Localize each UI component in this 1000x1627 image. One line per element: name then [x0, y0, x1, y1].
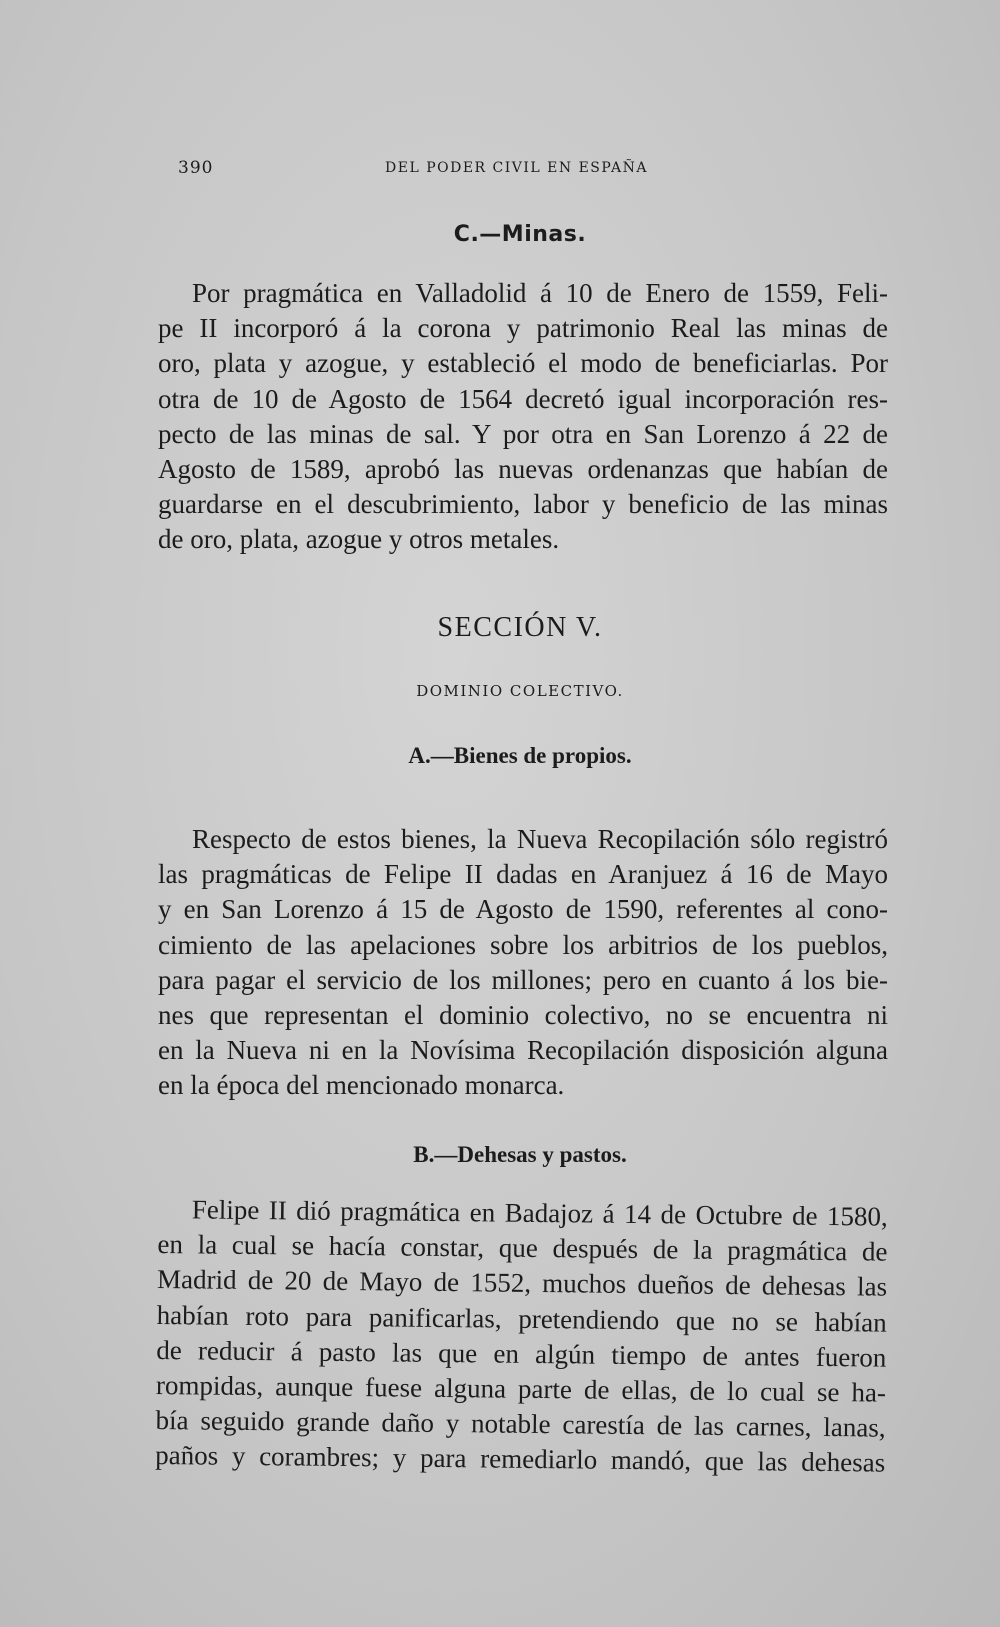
section-heading: SECCIÓN V.: [437, 612, 603, 643]
paragraph-bienes-propios: [158, 822, 888, 1104]
text-line: Agosto de 1589, aprobó las nuevas ordenanzas que habían de: [158, 453, 888, 484]
text-line: nes que representan el dominio colectivo, no se encuentra ni: [158, 999, 888, 1030]
running-head: DEL PODER CIVIL EN ESPAÑA: [385, 160, 648, 176]
paragraph-dehesas-pastos: [155, 1192, 888, 1481]
paragraph-minas: [158, 276, 888, 558]
text-line: en la cual se hacía constar, que después de la pragmática de: [157, 1229, 888, 1267]
text-line: rompidas, aunque fuese alguna parte de ellas, de lo cual se ha-: [155, 1369, 887, 1408]
text-line: oro, plata y azogue, y estableció el modo de beneficiarlas. Por: [158, 348, 888, 379]
page-number: 390: [178, 158, 214, 178]
text-line: habían roto para panificarlas, pretendiendo que no se habían: [156, 1299, 887, 1338]
text-line: Felipe II dió pragmática en Badajoz á 14 de Octubre de 1580,: [191, 1194, 888, 1232]
heading-minas: C.—Minas.: [453, 222, 587, 247]
text-line: en la Nueva ni en la Novísima Recopilación disposición alguna: [158, 1035, 888, 1066]
text-line: las pragmáticas de Felipe II dadas en Aranjuez á 16 de Mayo: [158, 859, 888, 890]
heading-bienes-propios: A.—Bienes de propios.: [408, 743, 632, 768]
text-line: paños y corambres; y para remediarlo mandó, que las dehesas: [155, 1440, 886, 1478]
text-line: pecto de las minas de sal. Y por otra en San Lorenzo á 22 de: [158, 418, 888, 449]
text-line: para pagar el servicio de los millones; pero en cuanto á los bie-: [158, 964, 888, 995]
text-line: Respecto de estos bienes, la Nueva Recopilación sólo registró: [192, 824, 888, 854]
text-line: bía seguido grande daño y notable carestía de las carnes, lanas,: [155, 1405, 886, 1443]
text-line: de reducir á pasto las que en algún tiempo de antes fueron: [156, 1334, 887, 1373]
text-line: Por pragmática en Valladolid á 10 de Enero de 1559, Feli-: [192, 278, 888, 308]
text-line: guardarse en el descubrimiento, labor y beneficio de las minas: [158, 489, 888, 520]
page-header: [170, 158, 890, 182]
text-line: y en San Lorenzo á 15 de Agosto de 1590, referentes al cono-: [158, 894, 888, 925]
text-line: Madrid de 20 de Mayo de 1552, muchos dueños de dehesas las: [156, 1264, 888, 1303]
text-line: pe II incorporó á la corona y patrimonio Real las minas de: [158, 313, 888, 344]
text-line: otra de 10 de Agosto de 1564 decretó igual incorporación res-: [158, 383, 888, 414]
text-line: cimiento de las apelaciones sobre los arbitrios de los pueblos,: [158, 929, 888, 960]
text-line: en la época del mencionado monarca.: [158, 1070, 565, 1101]
section-subheading: DOMINIO COLECTIVO.: [416, 682, 624, 700]
heading-dehesas-pastos: B.—Dehesas y pastos.: [413, 1142, 627, 1167]
text-line: de oro, plata, azogue y otros metales.: [158, 524, 560, 555]
